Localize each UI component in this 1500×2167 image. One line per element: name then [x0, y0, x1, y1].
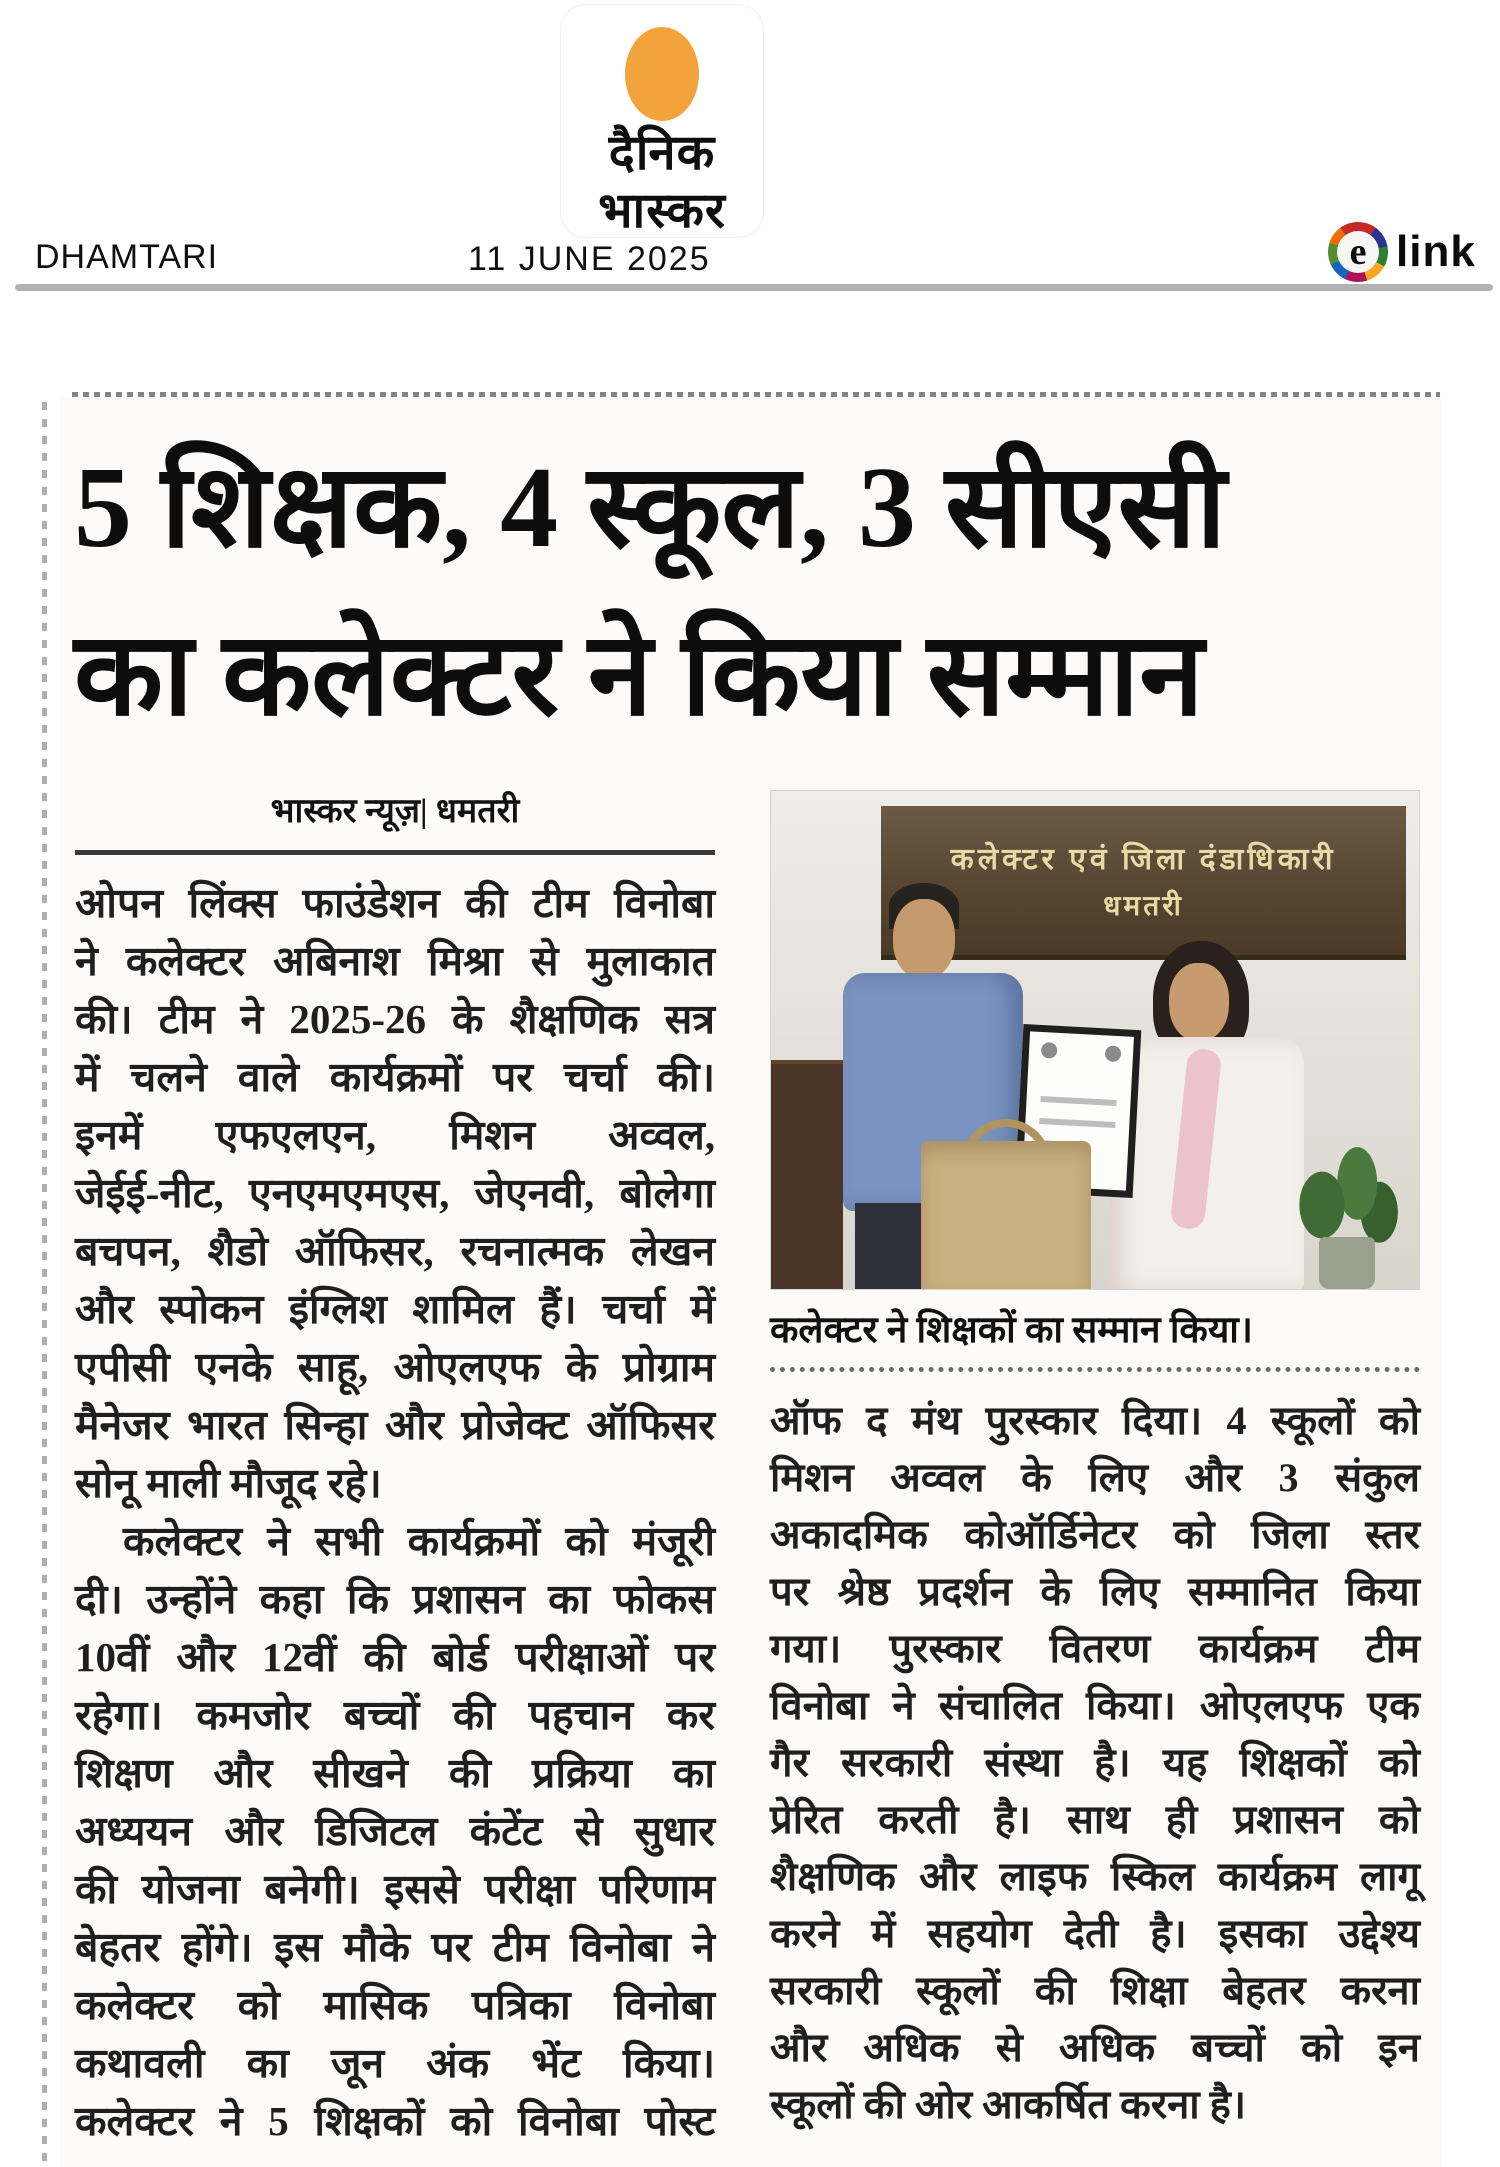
board-text-line1: कलेक्टर एवं जिला दंडाधिकारी: [950, 843, 1337, 877]
text-line: और अधिक से अधिक बच्चों को इन: [770, 2025, 1420, 2070]
byline-divider: [75, 850, 715, 855]
certificate-text-line: [1039, 1118, 1115, 1128]
text-line: की योजना बनेगी। इससे परीक्षा परिणाम: [75, 1866, 715, 1912]
elink-logo: [1328, 222, 1476, 282]
right-column-text: [770, 1392, 1420, 2133]
logo-text-line1: दैनिक: [608, 125, 716, 180]
text-line: सोनू माली मौजूद रहे।: [75, 1460, 382, 1506]
article-right-column: [770, 790, 1420, 2133]
article-byline: भास्कर न्यूज़| धमतरी: [270, 793, 520, 830]
text-line: करने में सहयोग देती है। इसका उद्देश्य: [770, 1911, 1420, 1956]
article-photo: [770, 790, 1420, 1290]
elink-colorwheel-icon: [1328, 222, 1388, 282]
text-line: इनमें एफएलएन, मिशन अव्वल,: [75, 1112, 715, 1158]
masthead-divider: [15, 284, 1493, 291]
text-line: गैर सरकारी संस्था है। यह शिक्षकों को: [770, 1740, 1420, 1785]
text-line: जेईई-नीट, एनएमएमएस, जेएनवी, बोलेगा: [75, 1170, 715, 1216]
elink-wordmark: link: [1396, 227, 1476, 276]
article-headline: [74, 424, 1434, 760]
photo-caption: कलेक्टर ने शिक्षकों का सम्मान किया।: [770, 1310, 1253, 1351]
text-line: गया। पुरस्कार वितरण कार्यक्रम टीम: [770, 1626, 1420, 1671]
text-line: पर श्रेष्ठ प्रदर्शन के लिए सम्मानित किया: [770, 1569, 1420, 1614]
text-line: कथावली का जून अंक भेंट किया।: [75, 2040, 715, 2086]
sun-icon: [625, 27, 699, 121]
wooden-cabinet: [771, 1060, 843, 1289]
dainik-bhaskar-logo: [560, 4, 764, 238]
article-left-column: [75, 874, 715, 2150]
text-line: की। टीम ने 2025-26 के शैक्षणिक सत्र: [75, 996, 715, 1042]
office-nameplate-board: [881, 806, 1406, 960]
headline-line-2: का कलेक्टर ने किया सम्मान: [74, 612, 1204, 740]
text-line: बेहतर होंगे। इस मौके पर टीम विनोबा ने: [75, 1924, 715, 1970]
elink-e-letter: e: [1337, 231, 1379, 273]
text-line: मिशन अव्वल के लिए और 3 संकुल: [770, 1455, 1420, 1500]
text-line: स्कूलों की ओर आकर्षित करना है।: [770, 2082, 1247, 2127]
plant-icon: [1289, 1133, 1399, 1253]
headline-line-1: 5 शिक्षक, 4 स्कूल, 3 सीएसी: [74, 444, 1227, 572]
clipping-torn-edge-left: [42, 402, 47, 2162]
clipping-torn-edge-top: [72, 392, 1440, 397]
text-line: प्रेरित करती है। साथ ही प्रशासन को: [770, 1797, 1420, 1842]
logo-text-line2: भास्कर: [598, 183, 726, 238]
text-line: एपीसी एनके साहू, ओएलएफ के प्रोग्राम: [75, 1344, 715, 1390]
text-line: अकादमिक कोऑर्डिनेटर को जिला स्तर: [770, 1512, 1420, 1557]
text-line: शिक्षण और सीखने की प्रक्रिया का: [75, 1750, 715, 1796]
caption-divider-dotted: [770, 1367, 1420, 1372]
text-line: रहेगा। कमजोर बच्चों की पहचान कर: [75, 1692, 715, 1738]
collector-figure-head: [893, 899, 955, 979]
edition-date: 11 JUNE 2025: [468, 240, 711, 278]
certificate-seal: [1105, 1045, 1122, 1062]
certificate-seal: [1041, 1042, 1058, 1059]
text-line: बचपन, शैडो ऑफिसर, रचनात्मक लेखन: [75, 1228, 715, 1274]
text-line: कलेक्टर ने 5 शिक्षकों को विनोबा पोस्ट: [75, 2098, 715, 2144]
board-text-line2: धमतरी: [1103, 891, 1184, 923]
text-line: सरकारी स्कूलों की शिक्षा बेहतर करना: [770, 1968, 1420, 2013]
text-line: कलेक्टर को मासिक पत्रिका विनोबा: [75, 1982, 715, 2028]
text-line: कलेक्टर ने सभी कार्यक्रमों को मंजूरी: [123, 1518, 715, 1564]
text-line: विनोबा ने संचालित किया। ओएलएफ एक: [770, 1683, 1420, 1728]
text-line: ओपन लिंक्स फाउंडेशन की टीम विनोबा: [75, 880, 715, 926]
teacher-figure-head: [1169, 963, 1229, 1041]
plant-pot: [1319, 1237, 1375, 1289]
text-line: 10वीं और 12वीं की बोर्ड परीक्षाओं पर: [75, 1634, 715, 1680]
text-line: मैनेजर भारत सिन्हा और प्रोजेक्ट ऑफिसर: [75, 1402, 715, 1448]
edition-location: DHAMTARI: [35, 238, 219, 276]
text-line: और स्पोकन इंग्लिश शामिल हैं। चर्चा में: [75, 1286, 715, 1332]
text-line: दी। उन्होंने कहा कि प्रशासन का फोकस: [75, 1576, 715, 1622]
text-line: में चलने वाले कार्यक्रमों पर चर्चा की।: [75, 1054, 715, 1100]
article-clipping: [60, 398, 1442, 2167]
text-line: अध्ययन और डिजिटल कंटेंट से सुधार: [75, 1808, 715, 1854]
text-line: शैक्षणिक और लाइफ स्किल कार्यक्रम लागू: [770, 1854, 1420, 1899]
text-line: ने कलेक्टर अबिनाश मिश्रा से मुलाकात: [75, 938, 715, 984]
jute-bag: [921, 1141, 1091, 1289]
text-line: ऑफ द मंथ पुरस्कार दिया। 4 स्कूलों को: [770, 1398, 1420, 1443]
certificate-text-line: [1040, 1096, 1116, 1106]
